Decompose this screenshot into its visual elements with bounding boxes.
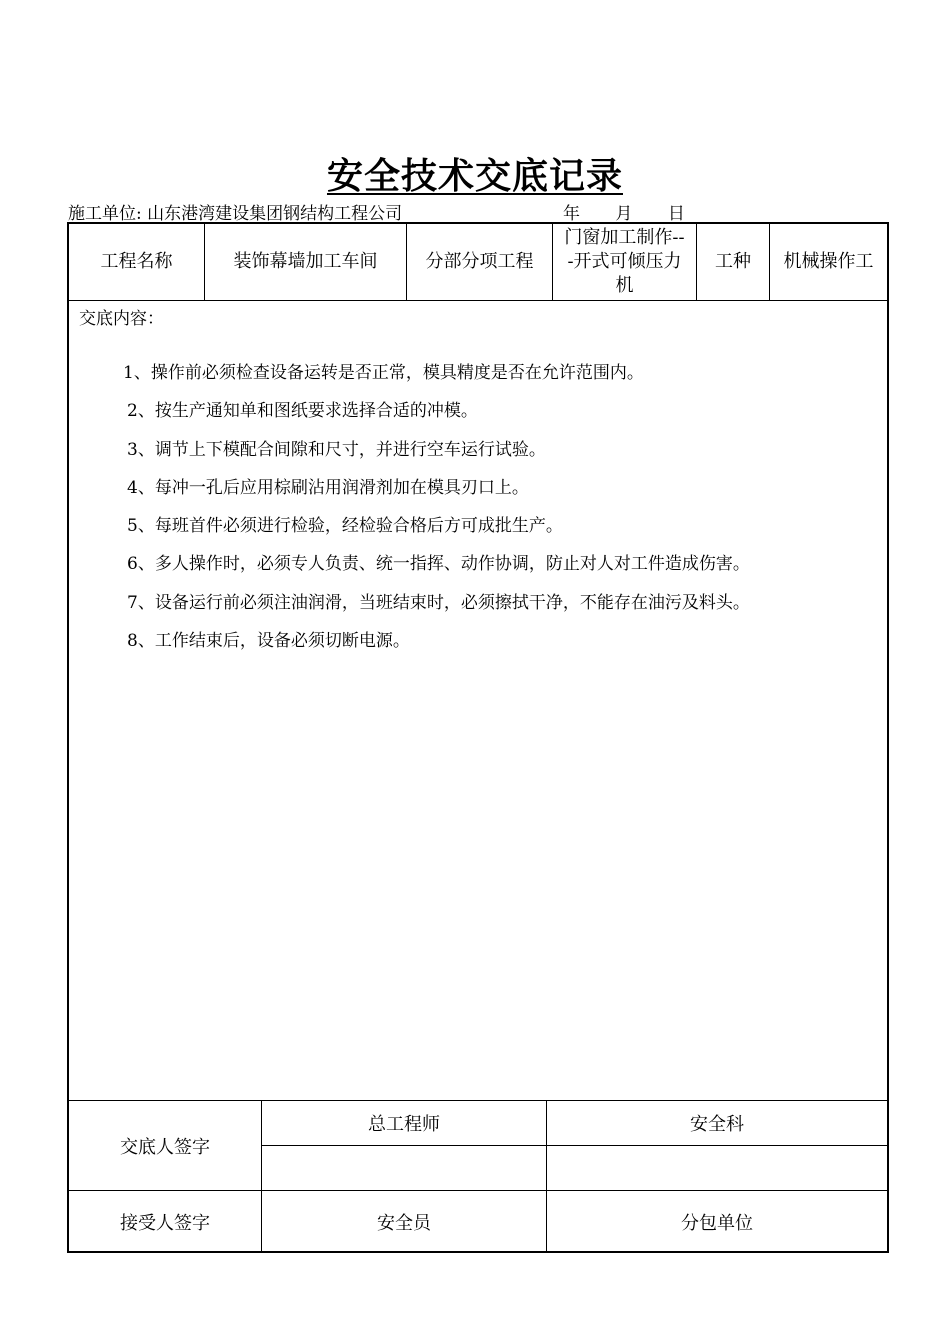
subcontractor-label: 分包单位 (681, 1212, 753, 1234)
signature-section (69, 1100, 887, 1252)
safety-dept-signature-field[interactable] (547, 1146, 887, 1190)
project-name-value: 装饰幕墙加工车间 (205, 224, 407, 300)
trade-label: 工种 (697, 224, 770, 300)
document-title: 安全技术交底记录 (326, 155, 623, 197)
info-row (69, 224, 887, 301)
list-item: 7、设备运行前必须注油润滑，当班结束时，必须擦拭干净，不能存在油污及料头。 (127, 592, 750, 613)
date-year: 年 (563, 204, 580, 224)
record-table (67, 222, 889, 1253)
content-label: 交底内容： (79, 309, 164, 329)
safety-dept-label: 安全科 (690, 1114, 744, 1135)
date-line (563, 199, 703, 224)
list-item: 1、操作前必须检查设备运转是否正常，模具精度是否在允许范围内。 (123, 363, 644, 383)
subproject-value: 门窗加工制作---开式可倾压力机 (553, 224, 697, 300)
list-item: 2、按生产通知单和图纸要求选择合适的冲模。 (127, 401, 478, 422)
list-item: 3、调节上下模配合间隙和尺寸，并进行空车运行试验。 (127, 439, 546, 460)
date-day: 日 (667, 204, 685, 224)
trade-value: 机械操作工 (783, 251, 874, 272)
list-item: 6、多人操作时，必须专人负责、统一指挥、动作协调，防止对人对工件造成伤害。 (127, 554, 750, 575)
receiver-signature-label: 接受人签字 (120, 1212, 210, 1234)
subproject-label: 分部分项工程 (407, 224, 553, 300)
construction-unit: 施工单位: 山东港湾建设集团钢结构工程公司 (68, 204, 403, 224)
chief-engineer-signature-field[interactable] (262, 1146, 546, 1190)
list-item: 8、工作结束后，设备必须切断电源。 (127, 631, 410, 652)
project-name-label: 工程名称 (69, 224, 205, 300)
list-item: 4、每冲一孔后应用棕刷沾用润滑剂加在模具刃口上。 (127, 477, 529, 498)
date-month: 月 (615, 204, 633, 224)
chief-engineer-label: 总工程师 (368, 1114, 440, 1135)
safety-officer-label: 安全员 (377, 1212, 431, 1234)
content-list (123, 354, 877, 660)
list-item: 5、每班首件必须进行检验，经检验合格后方可成批生产。 (127, 516, 563, 537)
giver-signature-label: 交底人签字 (120, 1136, 210, 1158)
